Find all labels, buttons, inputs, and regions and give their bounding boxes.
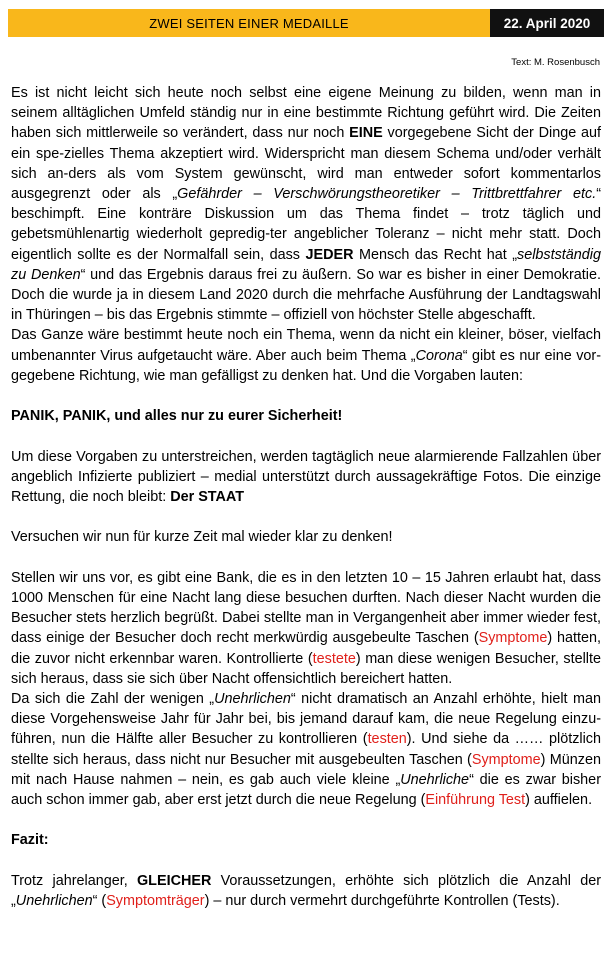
article-title: ZWEI SEITEN EINER MEDAILLE <box>8 9 490 37</box>
panik-heading: PANIK, PANIK, und alles nur zu eurer Sicherheit! <box>11 408 343 425</box>
paragraph-7: Da sich die Zahl der wenigen „Unehrlichen“ nicht dramatisch an Anzahl erhöhte, hielt man diese Vorgehensweise Jahr für Jahr bei, bis jemand darauf kam, die neue Regelung einzu-führen, nun die Hälfte aller Besucher zu kontrollieren (testen). Und siehe da …… plötzlich stellte sich heraus, dass nicht nur Besucher mit ausgebeulten Taschen (Symptome) Münzen mit nach Hause nahmen – nein, es gab auch viele kleine „Unehrliche“ die es zwar bisher auch schon immer gab, aber erst jetzt durch die neue Regelung (Einführung Test) auffielen. <box>11 691 601 809</box>
header-banner <box>8 9 604 37</box>
fazit-heading: Fazit: <box>11 832 49 849</box>
author-credit: Text: M. Rosenbusch <box>511 57 600 68</box>
paragraph-9: Trotz jahrelanger, GLEICHER Voraussetzungen, erhöhte sich plötzlich die Anzahl der „Unehrlichen“ (Symptomträger) – nur durch vermehrt durchgeführte Kontrollen (Tests). <box>11 872 601 910</box>
article-date: 22. April 2020 <box>490 9 604 37</box>
paragraph-2: Das Ganze wäre bestimmt heute noch ein Thema, wenn da nicht ein kleiner, böser, vielfach umbenannter Virus aufgetaucht wäre. Aber auch beim Thema „Corona“ gibt es nur eine vor-gegebene Richtung, wie man gefälligst zu denken hat. Und die Vorgaben lauten: <box>11 327 601 384</box>
paragraph-4: Um diese Vorgaben zu unterstreichen, werden tagtäglich neue alarmierende Fallzahlen über angeblich Infizierte publiziert – medial unterstützt durch aussagekräftige Fotos. Die einzige Rettung, die noch bleibt: Der STAAT <box>11 448 601 506</box>
paragraph-5: Versuchen wir nun für kurze Zeit mal wieder klar zu denken! <box>11 529 393 546</box>
paragraph-1: Es ist nicht leicht sich heute noch selbst eine eigene Meinung zu bilden, wenn man in seinem alltäglichen Umfeld ständig nur in eine bestimmte Richtung geführt wird. Die Zeiten haben sich mittlerweile so verändert, dass nur noch EINE vorgegebene Sicht der Dinge auf ein spe-zielles Thema akzeptiert wird. Widerspricht man diesem Schema und/oder verhält sich an-ders als vom System gewünscht, wird man entweder sofort kommentarlos ausgegrenzt oder als „Gefährder – Verschwörungstheoretiker – Trittbrettfahrer etc.“ beschimpft. Eine konträre Diskussion um das Thema findet – trotz täglich und gebetsmühlenartig wiederholt gepredig-ter angeblicher Toleranz – nicht mehr statt. Doch eigentlich sollte es der Normalfall sein, dass JEDER Mensch das Recht hat „selbstständig zu Denken“ und das Ergebnis daraus frei zu äußern. So war es bisher in einer Demokratie. Doch die wurde ja in diesem Land 2020 durch die mehrfache Ausführung der Landtagswahl in Thüringen – bis das Ergebnis stimmte – offiziell von höchster Stelle abgeschafft. <box>11 85 601 324</box>
paragraph-6: Stellen wir uns vor, es gibt eine Bank, die es in den letzten 10 – 15 Jahren erlaubt hat, dass 1000 Menschen für eine Nacht lang diese besuchen durften. Nach dieser Nacht wurden die Besucher stets herzlich begrüßt. Dabei stellte man in Vergangenheit aber immer wieder fest, dass einige der Besucher doch recht merkwürdig ausgebeulte Taschen (Symptome) hatten, die zuvor nicht erkennbar waren. Kontrollierte (testete) man diese wenigen Besucher, stellte sich heraus, dass sie sich über Nacht offensichtlich bereichert hatten. <box>11 569 601 687</box>
article-body <box>11 83 601 911</box>
